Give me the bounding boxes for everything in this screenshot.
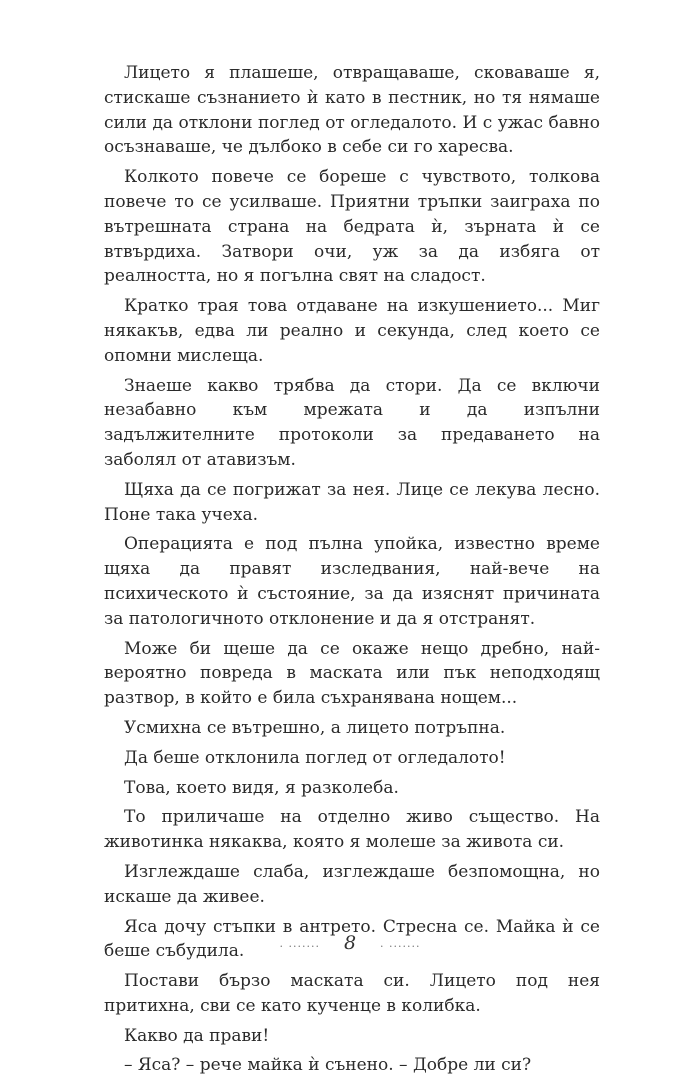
paragraph: Яса дочу стъпки в антрето. Стресна се. Майка ѝ се беше събудила.	[104, 916, 600, 962]
paragraph: – Яса? – рече майка ѝ сънено. – Добре ли си?	[124, 1055, 532, 1076]
page-number: 8	[343, 932, 357, 954]
paragraph: Колкото повече се бореше с чувството, толкова повече то се усилваше. Приятни тръпки заиграха по вътрешната страна на бедрата ѝ, зърната ѝ се втвърдиха. Затвори очи, уж за да избяга от реалността, но я погълна свят на сладост.	[104, 167, 600, 287]
paragraph: То приличаше на отделно живо същество. На животинка някаква, която я молеше за живота си.	[104, 807, 600, 853]
paragraph: Усмихна се вътрешно, а лицето потръпна.	[124, 717, 506, 738]
paragraph: Кратко трая това отдаване на изкушението... Миг някакъв, едва ли реално и секунда, след което се опомни мислеща.	[104, 296, 600, 366]
footer-ornament-right: . .......	[380, 936, 421, 950]
page-footer	[0, 928, 700, 958]
paragraph: Изглеждаше слаба, изглеждаше безпомощна, но искаше да живее.	[104, 861, 600, 907]
paragraph: Операцията е под пълна упойка, известно време щяха да правят изследвания, най-вече на психическото ѝ състояние, за да изяснят причината за патологичното отклонение и да я отстранят.	[104, 534, 600, 629]
paragraph: Може би щеше да се окаже нещо дребно, най-вероятно повреда в маската или пък неподходящ разтвор, в който е била съхранявана нощем...	[104, 638, 600, 709]
paragraph: Постави бързо маската си. Лицето под нея притихна, сви се като кученце в колибка.	[104, 971, 600, 1016]
paragraph: Лицето я плашеше, отвращаваше, сковаваше я, стискаше съзнанието ѝ като в пестник, но тя нямаше сили да отклони поглед от огледалото. И с ужас бавно осъзнаваше, че дълбоко в себе си го харесва.	[104, 63, 600, 158]
paragraph: Това, което видя, я разколеба.	[124, 777, 399, 798]
paragraph: Знаеше какво трябва да стори. Да се включи незабавно към мрежата и да изпълни задължителните протоколи за предаването на заболял от атавизъм.	[104, 375, 600, 470]
paragraph: Какво да прави!	[124, 1025, 270, 1046]
paragraph: Да беше отклонила поглед от огледалото!	[124, 747, 506, 768]
footer-ornament-left: . .......	[279, 936, 320, 950]
paragraph: Щяха да се погрижат за нея. Лице се лекува лесно. Поне така учеха.	[104, 479, 600, 525]
